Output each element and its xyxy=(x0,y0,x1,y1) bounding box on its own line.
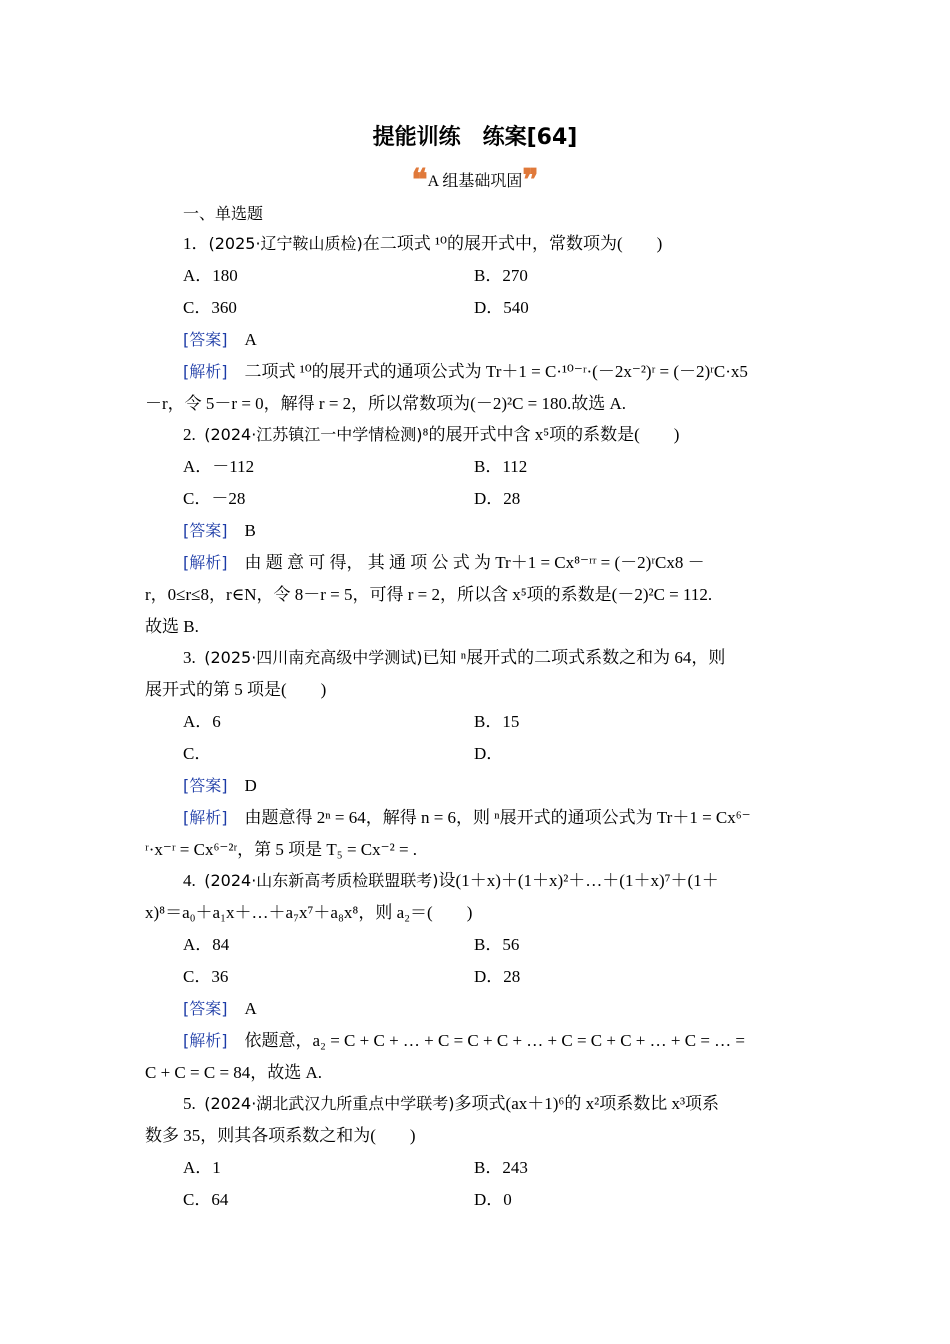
section-heading: 一、单选题 xyxy=(183,204,264,223)
question-1-stem xyxy=(183,233,662,255)
open-quote-icon: ❝ xyxy=(411,163,428,198)
q4-option-d: D．28 xyxy=(474,967,521,986)
q3-analysis-line-2: ʳ·x⁻ʳ = Cx⁶⁻²ʳ，第 5 项是 T₅ = Cx⁻² = . xyxy=(145,840,418,859)
q4-analysis-line-1 xyxy=(183,1030,745,1052)
question-text: 在二项式 ¹⁰的展开式中，常数项为( ) xyxy=(362,234,663,253)
q2-analysis-line-1 xyxy=(183,552,705,574)
q3-option-b: B．15 xyxy=(474,712,520,731)
analysis-tag: [解析] xyxy=(183,362,228,381)
analysis-text: 依题意，a₂ = C + C + … + C = C + C + … + C = C + C + … + C = … = xyxy=(244,1031,745,1050)
q5-option-c: C．64 xyxy=(183,1190,229,1209)
q1-answer xyxy=(183,329,257,351)
question-number: 1． xyxy=(183,234,209,253)
question-5-stem-line-2: 数多 35，则其各项系数之和为( ) xyxy=(145,1126,416,1145)
answer-tag: [答案] xyxy=(183,999,228,1018)
q2-option-d: D．28 xyxy=(474,489,521,508)
answer-value: B xyxy=(244,521,256,540)
q5-option-a: A．1 xyxy=(183,1158,221,1177)
close-quote-icon: ❞ xyxy=(522,163,539,198)
analysis-text: 由 题 意 可 得， 其 通 项 公 式 为 Tr＋1 = Cx⁸⁻ʳʳ = (－2)ʳCx8 － xyxy=(244,553,705,572)
q3-option-c: C． xyxy=(183,744,212,763)
q5-option-b: B．243 xyxy=(474,1158,528,1177)
q3-analysis-line-1 xyxy=(183,807,751,829)
question-text: 已知 ⁿ展开式的二项式系数之和为 64，则 xyxy=(422,648,726,667)
question-source: (2024·江苏镇江一中学情检测) xyxy=(204,425,423,444)
q1-option-a: A．180 xyxy=(183,266,238,285)
question-number: 2. xyxy=(183,425,196,444)
q2-option-c: C．－28 xyxy=(183,489,246,508)
question-number: 3. xyxy=(183,648,196,667)
analysis-tag: [解析] xyxy=(183,808,228,827)
page-title: 提能训练 练案[64] xyxy=(372,125,578,150)
answer-tag: [答案] xyxy=(183,521,228,540)
q2-analysis-line-2: r，0≤r≤8，r∈N，令 8－r = 5，可得 r = 2，所以含 x⁵项的系数是(－2)²C = 112. xyxy=(145,585,713,604)
group-label xyxy=(0,163,950,198)
question-number: 5. xyxy=(183,1094,196,1113)
q2-option-a: A．－112 xyxy=(183,457,255,476)
q4-analysis-line-2: C + C = C = 84，故选 A. xyxy=(145,1063,323,1082)
q2-option-b: B．112 xyxy=(474,457,528,476)
q1-option-c: C．360 xyxy=(183,298,237,317)
answer-value: D xyxy=(244,776,257,795)
q1-analysis-line-2: －r，令 5－r = 0，解得 r = 2，所以常数项为(－2)²C = 180.故选 A. xyxy=(145,394,627,413)
q3-option-d: D． xyxy=(474,744,504,763)
q4-answer xyxy=(183,998,257,1020)
question-3-stem-line-2: 展开式的第 5 项是( ) xyxy=(145,680,327,699)
group-label-text: A 组基础巩固 xyxy=(427,173,523,190)
question-source: (2024·山东新高考质检联盟联考) xyxy=(204,871,439,890)
answer-value: A xyxy=(244,330,257,349)
question-5-stem xyxy=(183,1093,719,1115)
question-source: (2025·辽宁鞍山质检) xyxy=(208,234,363,253)
question-text: 设(1＋x)＋(1＋x)²＋…＋(1＋x)⁷＋(1＋ xyxy=(438,871,719,890)
question-2-stem xyxy=(183,424,679,446)
answer-value: A xyxy=(244,999,257,1018)
question-text: 多项式(ax＋1)⁶的 x²项系数比 x³项系 xyxy=(454,1094,720,1113)
answer-tag: [答案] xyxy=(183,776,228,795)
question-3-stem xyxy=(183,647,725,669)
analysis-text: 二项式 ¹⁰的展开式的通项公式为 Tr＋1 = C·¹⁰⁻ʳ·(－2x⁻²)ʳ = (－2)ʳC·x5 xyxy=(244,362,748,381)
q3-option-a: A．6 xyxy=(183,712,221,731)
question-source: (2025·四川南充高级中学测试) xyxy=(204,648,423,667)
question-4-stem-line-2: x)⁸＝a₀＋a₁x＋…＋a₇x⁷＋a₈x⁸，则 a₂＝( ) xyxy=(145,903,473,922)
question-text: ⁸的展开式中含 x⁵项的系数是( ) xyxy=(422,425,680,444)
q1-option-d: D．540 xyxy=(474,298,529,317)
q4-option-c: C．36 xyxy=(183,967,229,986)
q1-option-b: B．270 xyxy=(474,266,528,285)
q1-analysis-line-1 xyxy=(183,361,748,383)
q3-answer xyxy=(183,775,257,797)
q5-option-d: D．0 xyxy=(474,1190,512,1209)
q2-answer xyxy=(183,520,256,542)
q4-option-b: B．56 xyxy=(474,935,520,954)
question-4-stem xyxy=(183,870,719,892)
q4-option-a: A．84 xyxy=(183,935,230,954)
q2-analysis-line-3: 故选 B. xyxy=(145,617,199,636)
answer-tag: [答案] xyxy=(183,330,228,349)
question-number: 4. xyxy=(183,871,196,890)
analysis-tag: [解析] xyxy=(183,553,228,572)
question-source: (2024·湖北武汉九所重点中学联考) xyxy=(204,1094,455,1113)
analysis-tag: [解析] xyxy=(183,1031,228,1050)
analysis-text: 由题意得 2ⁿ = 64，解得 n = 6，则 ⁿ展开式的通项公式为 Tr＋1 = Cx⁶⁻ xyxy=(244,808,751,827)
